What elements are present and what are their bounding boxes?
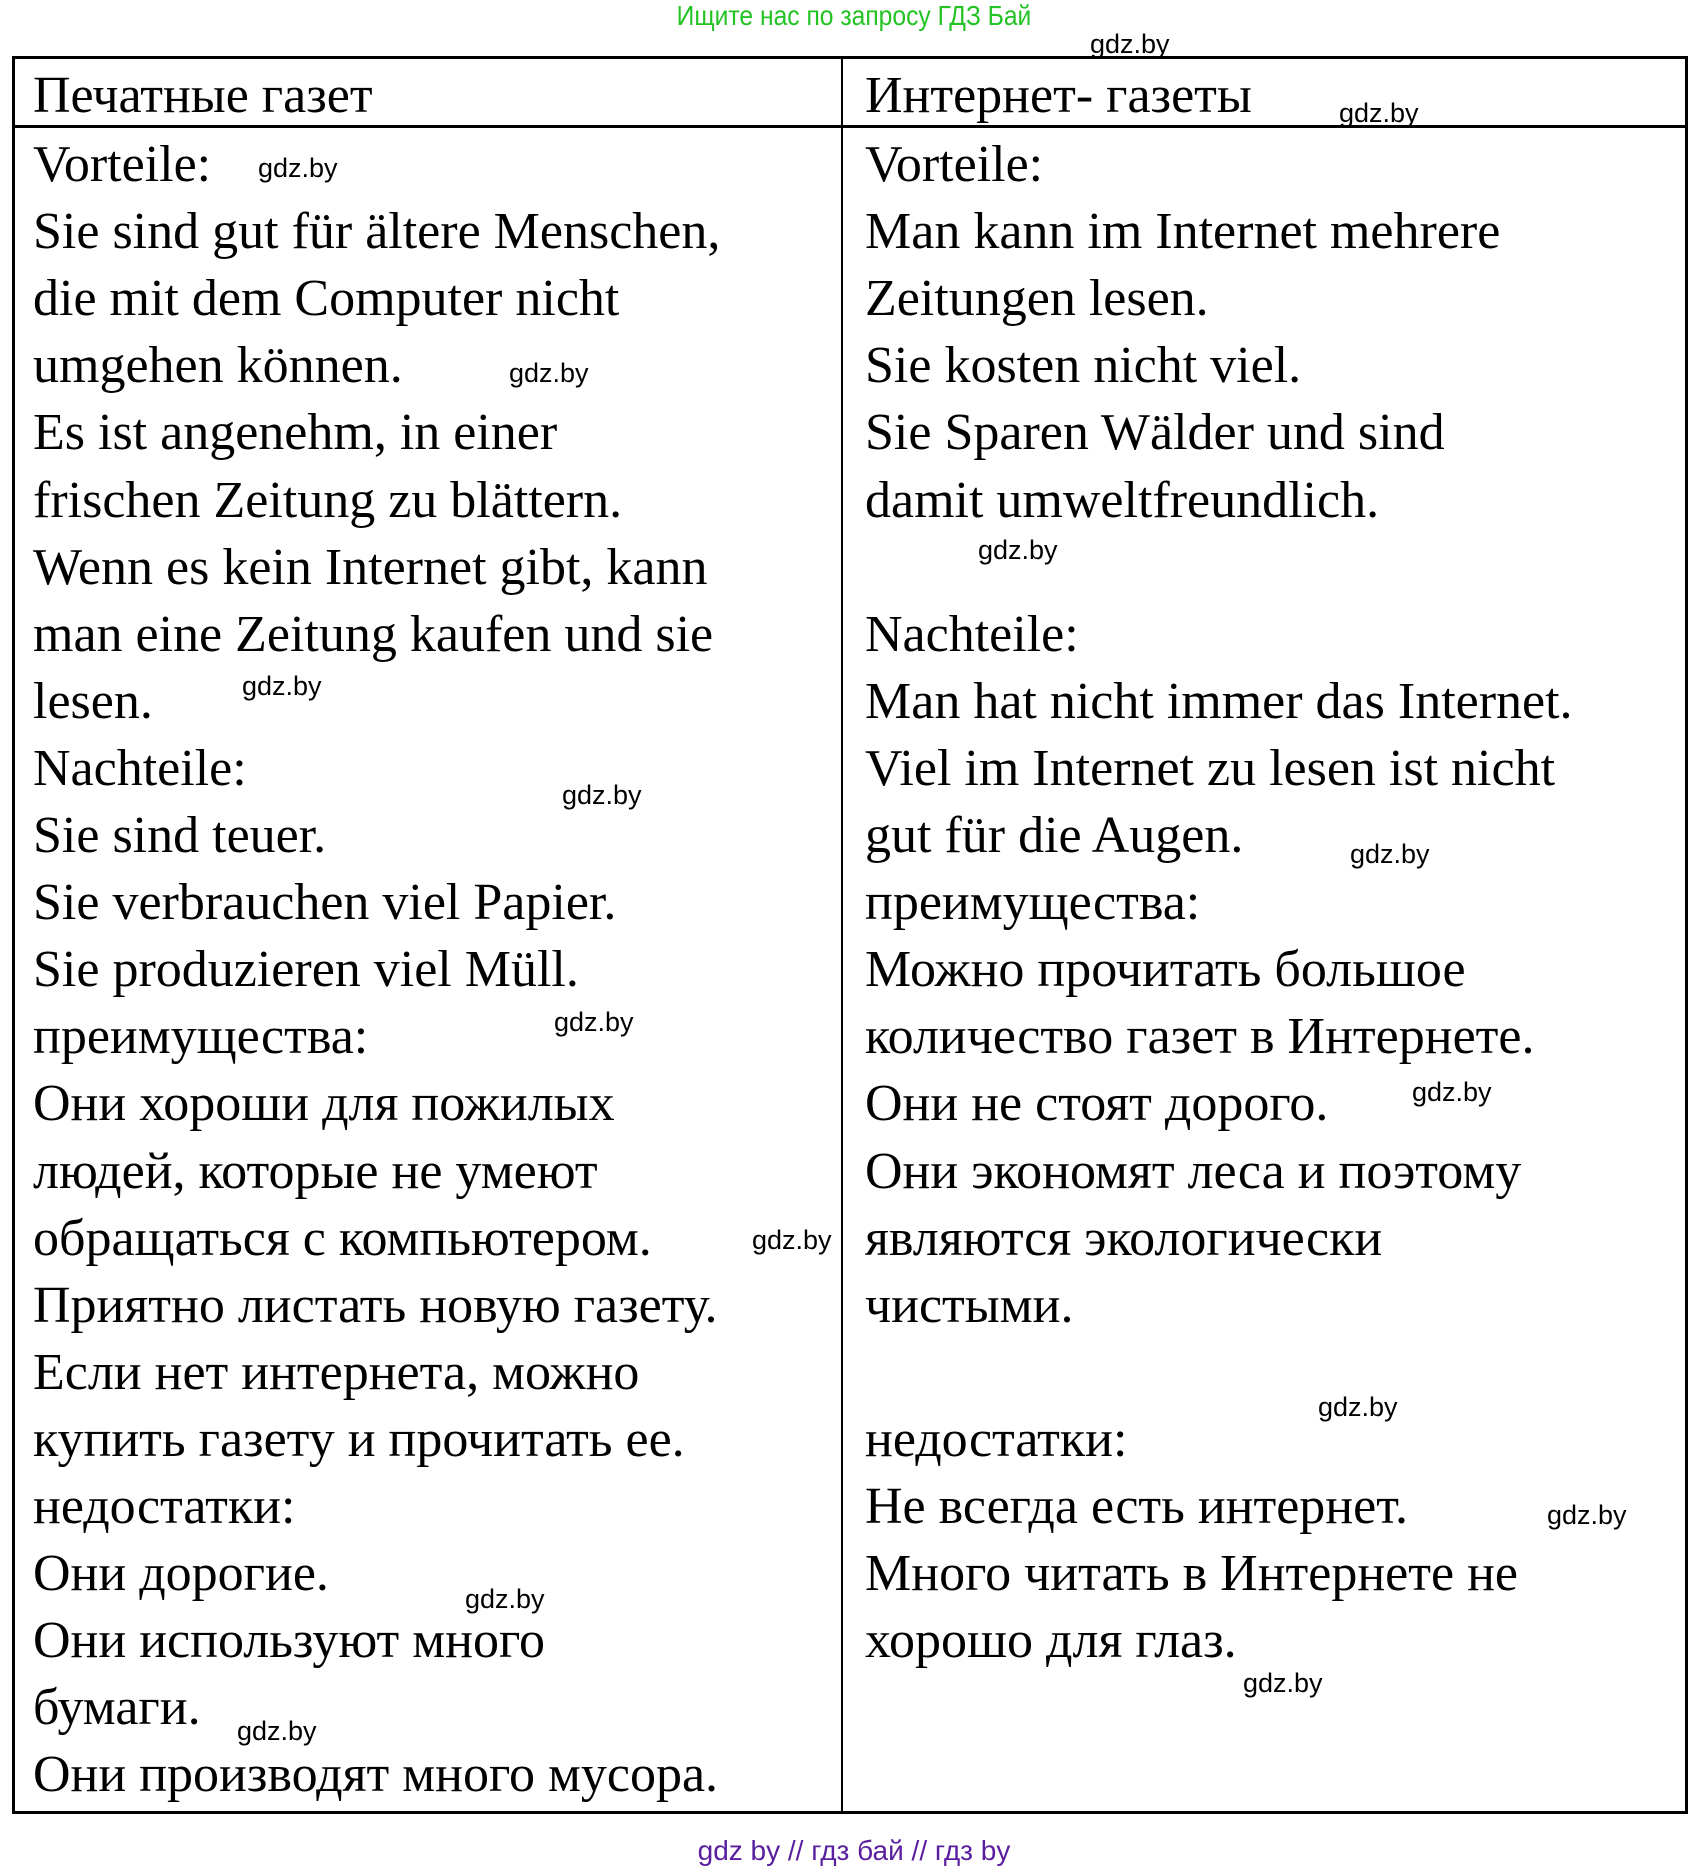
table-text-line: количество газет в Интернете.: [865, 1008, 1535, 1066]
table-text-line: umgehen können.: [33, 337, 403, 395]
table-text-line: Nachteile:: [865, 605, 1079, 663]
table-text-line: Viel im Internet zu lesen ist nicht: [865, 739, 1556, 797]
table-text-line: Приятно листать новую газету.: [33, 1276, 718, 1334]
watermark: gdz.by: [1243, 1668, 1323, 1698]
table-text-line: Если нет интернета, можно: [33, 1343, 640, 1401]
comparison-table: [12, 56, 1688, 1814]
table-text-line: Sie kosten nicht viel.: [865, 337, 1302, 395]
table-text-line: die mit dem Computer nicht: [33, 270, 620, 328]
table-text-line: Они используют много: [33, 1612, 546, 1670]
table-text-line: чистыми.: [865, 1276, 1074, 1334]
table-text-line: Wenn es kein Internet gibt, kann: [33, 538, 708, 596]
table-text-line: Они не стоят дорого.: [865, 1075, 1329, 1133]
table-text-line: недостатки:: [33, 1478, 296, 1535]
table-text-line: man eine Zeitung kaufen und sie: [33, 605, 714, 663]
footer-links: gdz by // гдз бай // гдз by: [697, 1835, 1011, 1866]
watermark: gdz.by: [1412, 1077, 1492, 1107]
watermark: gdz.by: [978, 535, 1058, 565]
watermark: gdz.by: [562, 780, 642, 810]
table-text-line: Много читать в Интернете не: [865, 1545, 1518, 1603]
table-text-line: преимущества:: [865, 874, 1201, 932]
watermark: gdz.by: [1090, 29, 1170, 59]
watermark: gdz.by: [465, 1584, 545, 1614]
table-text-line: людей, которые не умеют: [33, 1142, 598, 1200]
table-text-line: Они дорогие.: [33, 1545, 329, 1603]
table-text-line: Можно прочитать большое: [865, 941, 1466, 999]
watermark: gdz.by: [1547, 1500, 1627, 1530]
table-text-line: купить газету и прочитать ее.: [33, 1410, 685, 1468]
table-text-line: бумаги.: [33, 1679, 201, 1737]
watermark: gdz.by: [1350, 839, 1430, 869]
table-text-line: Vorteile:: [865, 136, 1044, 193]
header-internet-newspapers: Интернет- газеты: [865, 67, 1252, 124]
table-text-line: Nachteile:: [33, 739, 247, 797]
watermark: gdz.by: [242, 671, 322, 701]
table-text-line: Man kann im Internet mehrere: [865, 203, 1501, 261]
table-text-line: damit umweltfreundlich.: [865, 471, 1380, 529]
table-text-line: Es ist angenehm, in einer: [33, 404, 558, 462]
table-text-line: Sie sind teuer.: [33, 807, 327, 864]
watermark: gdz.by: [1318, 1392, 1398, 1422]
table-text-line: Sie Sparen Wälder und sind: [865, 404, 1445, 462]
table-text-line: Sie sind gut für ältere Menschen,: [33, 203, 721, 261]
table-text-line: Vorteile:: [33, 136, 212, 193]
table-text-line: gut für die Augen.: [865, 807, 1244, 864]
table-text-line: Они экономят леса и поэтому: [865, 1142, 1522, 1200]
table-text-line: Zeitungen lesen.: [865, 270, 1209, 328]
watermark: gdz.by: [509, 358, 589, 388]
column-divider: [841, 59, 843, 1811]
table-text-line: обращаться с компьютером.: [33, 1209, 652, 1267]
watermark: gdz.by: [258, 153, 338, 183]
watermark: gdz.by: [1339, 98, 1419, 128]
table-text-line: lesen.: [33, 672, 153, 730]
table-text-line: Они производят много мусора.: [33, 1746, 719, 1804]
table-text-line: frischen Zeitung zu blättern.: [33, 471, 623, 529]
search-hint-banner: Ищите нас по запросу ГДЗ Бай: [676, 0, 1032, 31]
table-text-line: являются экологически: [865, 1209, 1383, 1267]
table-text-line: недостатки:: [865, 1410, 1128, 1468]
watermark: gdz.by: [752, 1225, 832, 1255]
table-text-line: преимущества:: [33, 1008, 369, 1066]
table-text-line: Sie verbrauchen viel Papier.: [33, 874, 617, 932]
table-text-line: Sie produzieren viel Müll.: [33, 941, 579, 999]
watermark: gdz.by: [554, 1007, 634, 1037]
table-text-line: Man hat nicht immer das Internet.: [865, 672, 1573, 730]
header-printed-newspapers: Печатные газет: [33, 67, 373, 124]
table-text-line: хорошо для глаз.: [865, 1612, 1237, 1670]
table-text-line: Они хороши для пожилых: [33, 1075, 615, 1133]
table-text-line: Не всегда есть интернет.: [865, 1478, 1409, 1535]
watermark: gdz.by: [237, 1716, 317, 1746]
